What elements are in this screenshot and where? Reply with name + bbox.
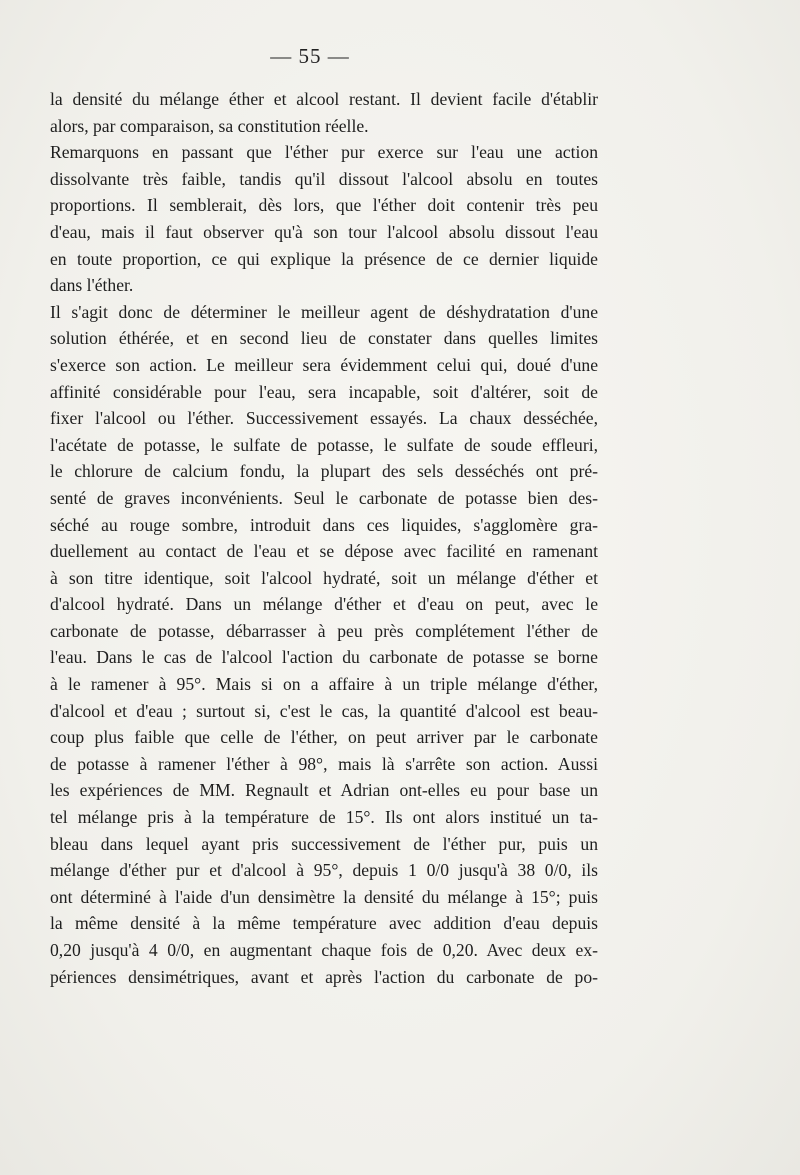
text-line: 0,20 jusqu'à 4 0/0, en augmentant chaque fois de 0,20. Avec deux ex- — [50, 940, 598, 960]
text-line: d'alcool hydraté. Dans un mélange d'éther et d'eau on peut, avec le — [50, 594, 598, 615]
text-line: ont déterminé à l'aide d'un densimètre la densité du mélange à 15°; puis — [50, 886, 598, 907]
text-line: s'exerce son action. Le meilleur sera évidemment celui qui, doué d'une — [50, 354, 598, 375]
text-line: solution éthérée, et en second lieu de constater dans quelles limites — [50, 328, 598, 349]
body-text — [50, 86, 598, 990]
text-line: l'eau. Dans le cas de l'alcool l'action du carbonate de potasse se borne — [50, 647, 598, 668]
text-line: en toute proportion, ce qui explique la présence de ce dernier liquide — [50, 248, 598, 269]
text-line: à le ramener à 95°. Mais si on a affaire à un triple mélange d'éther, — [50, 674, 598, 695]
page-number: — 55 — — [270, 44, 350, 68]
text-line: mélange d'éther pur et d'alcool à 95°, depuis 1 0/0 jusqu'à 38 0/0, ils — [50, 860, 598, 881]
text-line: les expériences de MM. Regnault et Adrian ont-elles eu pour base un — [50, 780, 598, 801]
text-line: l'acétate de potasse, le sulfate de potasse, le sulfate de soude effleuri, — [50, 434, 598, 455]
text-line: fixer l'alcool ou l'éther. Successivement essayés. La chaux desséchée, — [50, 408, 598, 429]
text-line: alors, par comparaison, sa constitution réelle. — [50, 115, 369, 136]
text-line: carbonate de potasse, débarrasser à peu près complétement l'éther de — [50, 620, 598, 641]
text-line: la même densité à la même température avec addition d'eau depuis — [50, 913, 598, 934]
text-line: coup plus faible que celle de l'éther, on peut arriver par le carbonate — [50, 727, 598, 748]
text-line: duellement au contact de l'eau et se dépose avec facilité en ramenant — [50, 541, 598, 562]
text-line: d'eau, mais il faut observer qu'à son tour l'alcool absolu dissout l'eau — [50, 221, 598, 242]
text-line: tel mélange pris à la température de 15°. Ils ont alors institué un ta- — [50, 807, 598, 828]
text-line: affinité considérable pour l'eau, sera incapable, soit d'altérer, soit de — [50, 381, 598, 402]
text-line: proportions. Il semblerait, dès lors, que l'éther doit contenir très peu — [50, 195, 598, 216]
text-line: la densité du mélange éther et alcool restant. Il devient facile d'établir — [50, 89, 598, 109]
text-line: à son titre identique, soit l'alcool hydraté, soit un mélange d'éther et — [50, 567, 598, 588]
text-line: d'alcool et d'eau ; surtout si, c'est le cas, la quantité d'alcool est beau- — [50, 700, 598, 721]
text-line: senté de graves inconvénients. Seul le carbonate de potasse bien des- — [50, 487, 598, 508]
text-line: dissolvante très faible, tandis qu'il dissout l'alcool absolu en toutes — [50, 168, 598, 189]
text-line: bleau dans lequel ayant pris successivement de l'éther pur, puis un — [50, 833, 598, 854]
text-line: Il s'agit donc de déterminer le meilleur agent de déshydratation d'une — [50, 301, 598, 322]
text-line: le chlorure de calcium fondu, la plupart des sels desséchés ont pré- — [50, 461, 598, 482]
text-line: périences densimétriques, avant et après l'action du carbonate de po- — [50, 966, 598, 987]
text-line: de potasse à ramener l'éther à 98°, mais là s'arrête son action. Aussi — [50, 753, 598, 774]
text-line: séché au rouge sombre, introduit dans ces liquides, s'agglomère gra- — [50, 514, 598, 535]
text-line: Remarquons en passant que l'éther pur exerce sur l'eau une action — [50, 142, 598, 163]
text-line: dans l'éther. — [50, 275, 134, 296]
